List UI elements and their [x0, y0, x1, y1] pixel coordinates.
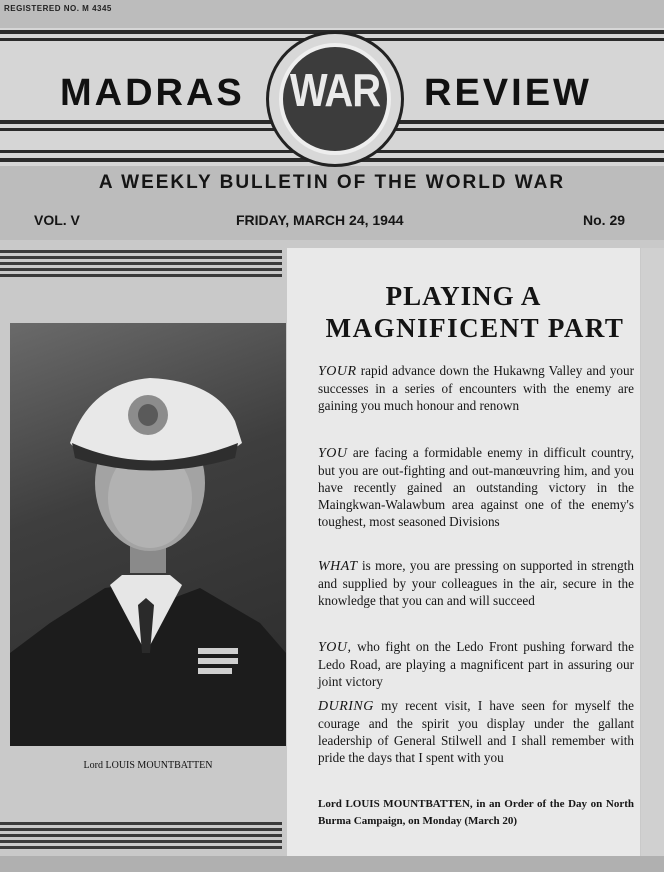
paragraph-text: are facing a formidable enemy in difficult country, but you are out-fighting and out-manœuvring him, and you have recently gained an outstanding victory in the Maingkwan-Walawbum area against one of the enemy's toughest, most seasoned Divisions	[318, 445, 634, 529]
issue-volume: VOL. V	[34, 212, 80, 228]
paragraph-lead-word: YOU,	[318, 640, 352, 655]
masthead-seal-word: WAR	[289, 65, 381, 117]
paragraph-text: my recent visit, I have seen for myself the courage and the spirit you display under the gallant leadership of General Stilwell and I shall remember with pride the days that I spent with you	[318, 698, 634, 765]
paragraph-text: who fight on the Ledo Front pushing forward the Ledo Road, are playing a magnificent part in assuring our joint victory	[318, 639, 634, 689]
page-bottom-edge	[0, 856, 664, 872]
paragraph-lead-word: DURING	[318, 699, 374, 714]
paragraph-lead-word: WHAT	[318, 559, 358, 574]
headline-line-1: PLAYING A	[385, 281, 542, 311]
portrait-illustration	[10, 323, 286, 746]
headline-line-2: MAGNIFICENT PART	[325, 313, 625, 343]
issue-date: FRIDAY, MARCH 24, 1944	[236, 212, 404, 228]
issue-number: No. 29	[583, 212, 626, 228]
article-paragraph-2	[318, 444, 634, 530]
article-paragraph-3	[318, 557, 634, 609]
portrait-caption: Lord LOUIS MOUNTBATTEN	[83, 760, 213, 771]
article-paragraph-4	[318, 638, 634, 690]
masthead-right-word: REVIEW	[424, 72, 592, 114]
portrait-photo	[10, 323, 286, 746]
paragraph-lead-word: YOUR	[318, 364, 357, 379]
decorative-stripes-bottom	[0, 822, 282, 852]
paragraph-text: rapid advance down the Hukawng Valley and your successes in a series of encounters with the enemy are gaining you much honour and renown	[318, 363, 634, 413]
paragraph-text: is more, you are pressing on supported in strength and supplied by your colleagues in the air, secure in the knowledge that you can and will succeed	[318, 558, 634, 608]
article-paragraph-1	[318, 362, 634, 414]
registration-number: REGISTERED NO. M 4345	[4, 4, 112, 13]
article-paragraph-5	[318, 697, 634, 766]
masthead-tagline: A WEEKLY BULLETIN OF THE WORLD WAR	[98, 172, 566, 193]
right-margin-band	[641, 248, 664, 872]
article-signature: Lord LOUIS MOUNTBATTEN, in an Order of the Day on North Burma Campaign, on Monday (March 20)	[318, 798, 634, 827]
masthead-left-word: MADRAS	[60, 72, 245, 114]
decorative-stripes-top	[0, 250, 282, 280]
paragraph-lead-word: YOU	[318, 446, 348, 461]
